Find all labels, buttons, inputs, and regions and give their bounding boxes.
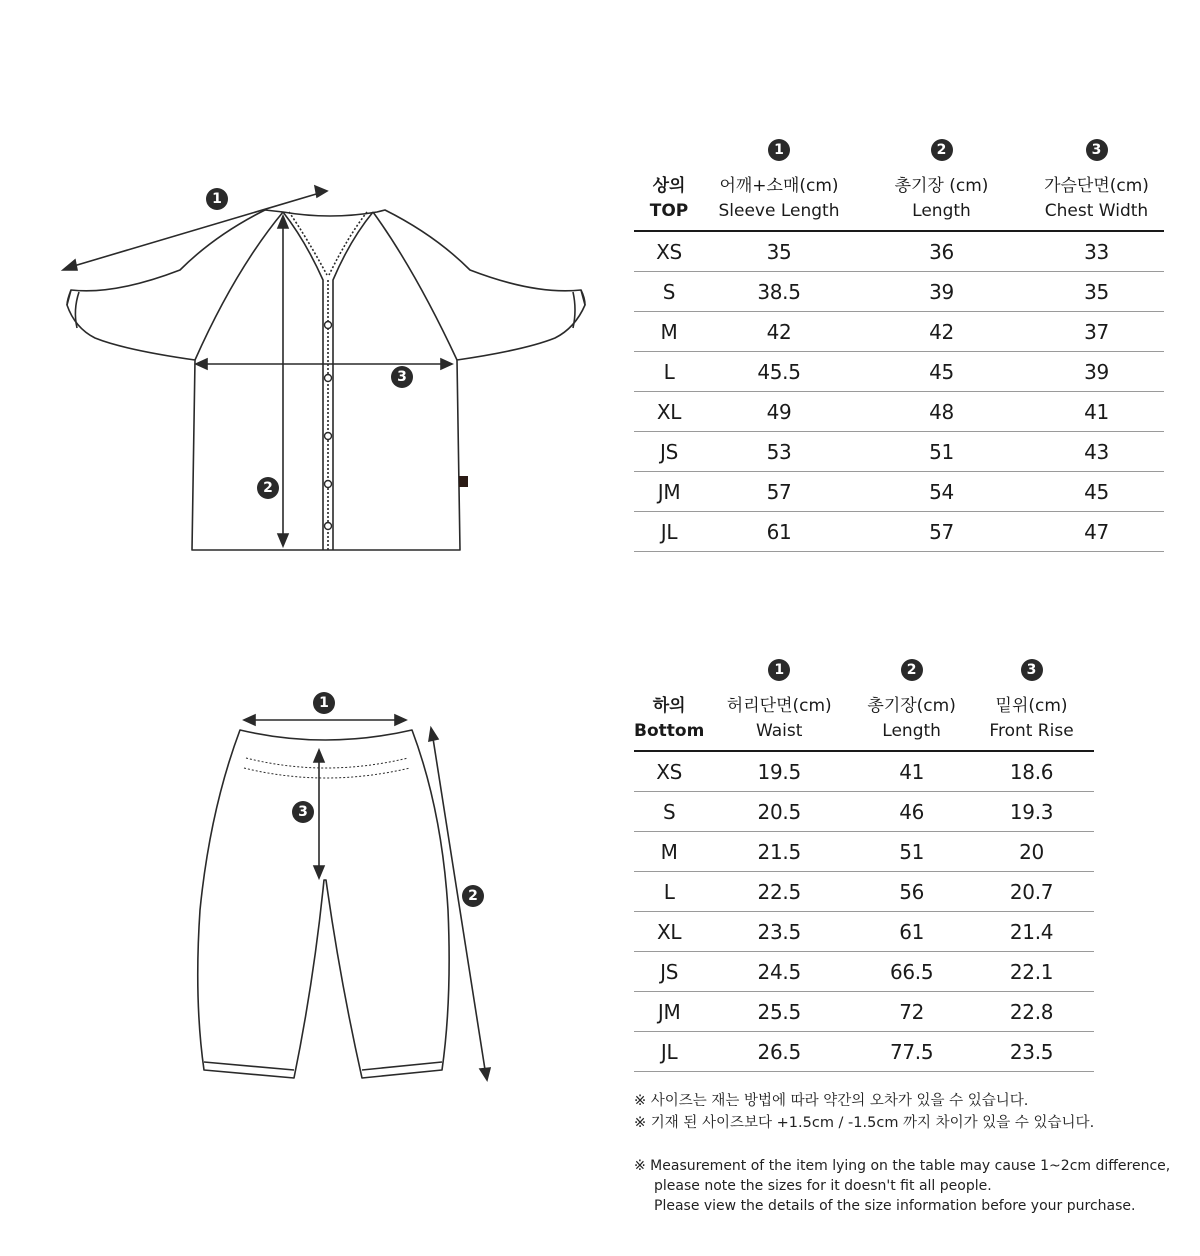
header-chest-width: 가슴단면(cm) Chest Width: [1029, 168, 1164, 231]
table-row: JS 53 51 43: [634, 432, 1164, 472]
note-line: please note the sizes for it doesn't fit all people.: [654, 1178, 992, 1194]
header-waist: 허리단면(cm) Waist: [704, 688, 854, 751]
korean-notes: [634, 1090, 1094, 1134]
top-marker-2: 2: [257, 477, 279, 499]
header-length: 총기장(cm) Length: [854, 688, 969, 751]
table-row: S 38.5 39 35: [634, 272, 1164, 312]
table-row: XS 19.5 41 18.6: [634, 751, 1094, 792]
note-line: Please view the details of the size information before your purchase.: [654, 1198, 1136, 1214]
english-notes: [634, 1156, 1174, 1216]
bottom-size-table: [634, 652, 1094, 1072]
bottom-marker-1: 1: [313, 692, 335, 714]
top-marker-1: 1: [206, 188, 228, 210]
bottom-marker-3: 3: [292, 801, 314, 823]
note-line: ※ 사이즈는 재는 방법에 따라 약간의 오차가 있을 수 있습니다.: [634, 1093, 1029, 1109]
header-length: 총기장 (cm) Length: [854, 168, 1029, 231]
top-size-table: [634, 132, 1164, 552]
table-row: XL 23.5 61 21.4: [634, 912, 1094, 952]
header-front-rise: 밑위(cm) Front Rise: [969, 688, 1094, 751]
table-row: XL 49 48 41: [634, 392, 1164, 432]
table-row: M 42 42 37: [634, 312, 1164, 352]
top-garment-diagram: [55, 180, 595, 570]
table-row: JL 61 57 47: [634, 512, 1164, 552]
table-row: JM 25.5 72 22.8: [634, 992, 1094, 1032]
header-sleeve-length: 어깨+소매(cm) Sleeve Length: [704, 168, 854, 231]
note-line: ※ 기재 된 사이즈보다 +1.5cm / -1.5cm 까지 차이가 있을 수 있습니다.: [634, 1115, 1095, 1131]
table-row: L 45.5 45 39: [634, 352, 1164, 392]
note-line: ※ Measurement of the item lying on the table may cause 1~2cm difference,: [634, 1158, 1171, 1174]
col-number-2: 2: [931, 139, 953, 161]
bottom-category-header: 하의 Bottom: [634, 688, 704, 751]
top-marker-3: 3: [391, 366, 413, 388]
top-category-header: 상의 TOP: [634, 168, 704, 231]
table-row: JS 24.5 66.5 22.1: [634, 952, 1094, 992]
table-row: S 20.5 46 19.3: [634, 792, 1094, 832]
col-number-3: 3: [1021, 659, 1043, 681]
table-row: M 21.5 51 20: [634, 832, 1094, 872]
table-row: JL 26.5 77.5 23.5: [634, 1032, 1094, 1072]
col-number-2: 2: [901, 659, 923, 681]
table-row: L 22.5 56 20.7: [634, 872, 1094, 912]
col-number-1: 1: [768, 139, 790, 161]
table-row: XS 35 36 33: [634, 231, 1164, 272]
bottom-marker-2: 2: [462, 885, 484, 907]
col-number-1: 1: [768, 659, 790, 681]
col-number-3: 3: [1086, 139, 1108, 161]
table-row: JM 57 54 45: [634, 472, 1164, 512]
bottom-garment-diagram: [180, 700, 510, 1100]
